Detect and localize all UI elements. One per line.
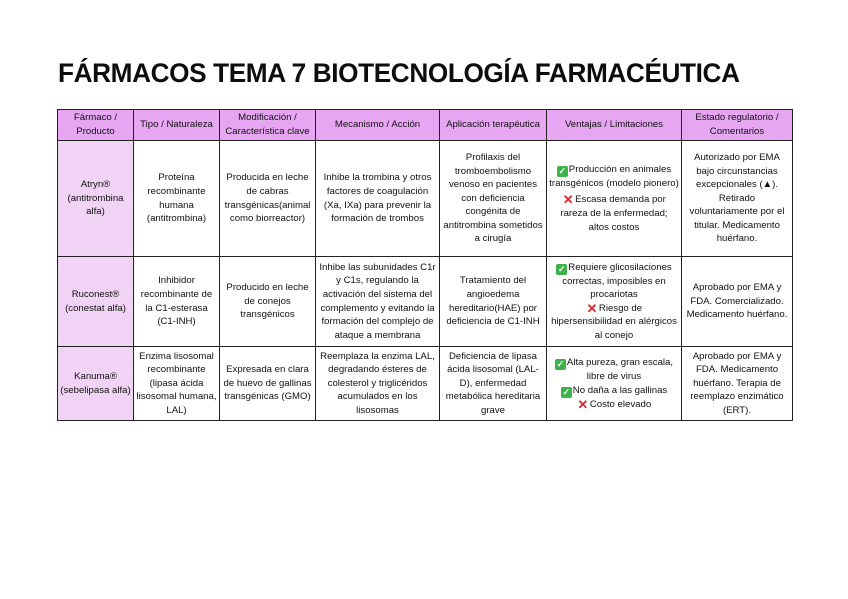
- type-cell: Proteína recombinante humana (antitrombina): [134, 141, 220, 257]
- table-row: [58, 347, 793, 421]
- application-cell: Profilaxis del tromboembolismo venoso en pacientes con deficiencia congénita de antitrombina sometidos a cirugía: [440, 141, 547, 257]
- header-drug: Fármaco / Producto: [58, 110, 134, 141]
- type-cell: Enzima lisosomal recombinante (lipasa ácida lisosomal humana, LAL): [134, 347, 220, 421]
- header-application: Aplicación terapéutica: [440, 110, 547, 141]
- header-advantages: Ventajas / Limitaciones: [547, 110, 682, 141]
- regulatory-cell: Aprobado por EMA y FDA. Medicamento huérfano. Terapia de reemplazo enzimático (ERT).: [682, 347, 793, 421]
- drug-table: [57, 109, 793, 421]
- advantage-item: ✓ Requiere glicosilaciones correctas, imposibles en procariotas: [557, 261, 672, 301]
- cross-icon: ✕: [562, 192, 574, 208]
- advantage-item: ✓ Producción en animales transgénicos (modelo pionero): [549, 163, 679, 189]
- limitation-item: ✕ Escasa demanda por rareza de la enfermedad; altos costos: [560, 192, 668, 233]
- advantage-item: ✓ Alta pureza, gran escala, libre de virus: [556, 356, 674, 382]
- header-modification: Modificación / Característica clave: [220, 110, 316, 141]
- modification-cell: Expresada en clara de huevo de gallinas transgénicas (GMO): [220, 347, 316, 421]
- check-icon: ✓: [562, 386, 571, 397]
- drug-subtitle: (antitrombina alfa): [67, 192, 124, 218]
- limitation-item: ✕ Costo elevado: [577, 396, 652, 412]
- check-icon: ✓: [558, 165, 567, 176]
- type-cell: Inhibidor recombinante de la C1-esterasa (C1-INH): [134, 257, 220, 347]
- drug-cell: [58, 347, 134, 421]
- drug-cell: [58, 141, 134, 257]
- header-regulatory: Estado regulatorio / Comentarios: [682, 110, 793, 141]
- drug-subtitle: (conestat alfa): [65, 302, 126, 314]
- limitation-item: ✕ Riesgo de hipersensibilidad en alérgicos al conejo: [551, 300, 677, 341]
- page-title: FÁRMACOS TEMA 7 BIOTECNOLOGÍA FARMACÉUTICA: [58, 58, 740, 88]
- check-icon: ✓: [556, 358, 565, 369]
- application-cell: Tratamiento del angioedema hereditario(HAE) por deficiencia de C1-INH: [440, 257, 547, 347]
- drug-name: Atryn®: [80, 179, 111, 191]
- drug-cell: [58, 257, 134, 347]
- modification-cell: Producida en leche de cabras transgénicas(animal como biorreactor): [220, 141, 316, 257]
- mechanism-cell: Inhibe las subunidades C1r y C1s, regulando la activación del sistema del complemento y evitando la formación del complejo de ataque a membrana: [316, 257, 440, 347]
- modification-cell: Producido en leche de conejos transgénicos: [220, 257, 316, 347]
- cross-icon: ✕: [586, 300, 598, 316]
- table-row: [58, 257, 793, 347]
- advantages-cell: [547, 257, 682, 347]
- application-cell: Deficiencia de lipasa ácida lisosomal (LAL-D), enfermedad metabólica hereditaria grave: [440, 347, 547, 421]
- table-row: [58, 141, 793, 257]
- mechanism-cell: Reemplaza la enzima LAL, degradando ésteres de colesterol y triglicéridos acumulados en los lisosomas: [316, 347, 440, 421]
- mechanism-cell: Inhibe la trombina y otros factores de coagulación (Xa, IXa) para prevenir la formación de trombos: [316, 141, 440, 257]
- advantages-cell: [547, 141, 682, 257]
- drug-name: Ruconest®: [71, 288, 120, 300]
- header-mechanism: Mecanismo / Acción: [316, 110, 440, 141]
- regulatory-cell: Autorizado por EMA bajo circunstancias excepcionales (▲). Retirado voluntariamente por el titular. Medicamento huérfano.: [682, 141, 793, 257]
- regulatory-cell: Aprobado por EMA y FDA. Comercializado. Medicamento huérfano.: [682, 257, 793, 347]
- advantages-cell: [547, 347, 682, 421]
- table-header-row: [58, 110, 793, 141]
- check-icon: ✓: [557, 263, 566, 274]
- drug-name: Kanuma®: [74, 370, 117, 382]
- header-type: Tipo / Naturaleza: [134, 110, 220, 141]
- drug-subtitle: (sebelipasa alfa): [60, 384, 131, 396]
- cross-icon: ✕: [577, 396, 589, 412]
- advantage-item: ✓ No daña a las gallinas: [562, 384, 668, 397]
